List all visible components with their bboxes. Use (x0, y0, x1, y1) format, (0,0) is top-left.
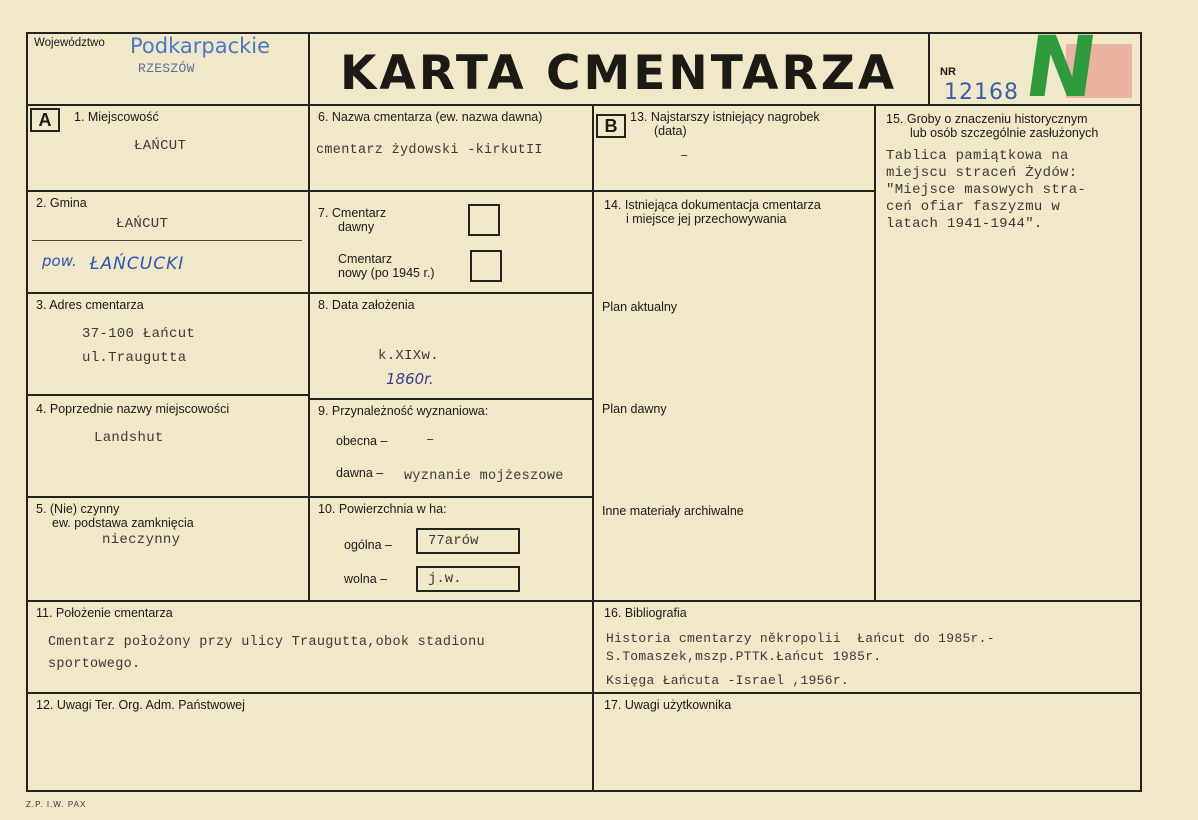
f11-label: 11. Położenie cmentarza (36, 606, 173, 620)
f10-free-label: wolna – (344, 572, 388, 586)
f15-line3: "Miejsce masowych stra- (886, 182, 1087, 198)
f14-other: Inne materiały archiwalne (602, 504, 744, 518)
voivodeship-label: Województwo (34, 37, 105, 49)
f3-line2: ul.Traugutta (82, 350, 187, 366)
f15-label2: lub osób szczególnie zasłużonych (910, 126, 1099, 140)
row-divider-b2 (308, 292, 592, 294)
row-divider-bottom2 (26, 692, 1142, 694)
f11-line1: Cmentarz położony przy ulicy Traugutta,obok stadionu (48, 635, 485, 650)
f16-line3: Księga Łańcuta -Israel ,1956r. (606, 673, 850, 688)
f7-old-checkbox[interactable] (468, 204, 500, 236)
f1-value: ŁAŃCUT (134, 138, 187, 154)
header-voiv-divider (308, 32, 310, 104)
voivodeship-typed: RZESZÓW (138, 61, 195, 76)
row-divider-a4 (26, 496, 308, 498)
printer-mark: Z.P. I.W. PAX (26, 800, 87, 809)
f16-line2: S.Tomaszek,mszp.PTTK.Łańcut 1985r. (606, 649, 882, 664)
f12-label: 12. Uwagi Ter. Org. Adm. Państwowej (36, 698, 245, 712)
f7-new: nowy (po 1945 r.) (338, 266, 435, 280)
f7-new-label: Cmentarz (338, 252, 393, 266)
f7-new-checkbox[interactable] (470, 250, 502, 282)
f14-plan-former: Plan dawny (602, 402, 667, 416)
col-divider-1 (308, 104, 310, 600)
f8-hand: 1860r. (386, 370, 434, 388)
f14-label2: i miejsce jej przechowywania (626, 212, 787, 226)
f2-label: 2. Gmina (36, 196, 87, 210)
f8-value: k.XIXw. (378, 348, 439, 364)
col-divider-2 (592, 104, 594, 792)
f3-line1: 37-100 Łańcut (82, 326, 196, 342)
nr-value: 12168 (944, 80, 1019, 105)
f15-line4: ceń ofiar faszyzmu w (886, 199, 1061, 215)
f16-line1: Historia cmentarzy někropolii Łańcut do 1985r.- (606, 631, 995, 646)
f9-former-value: wyznanie mojżeszowe (404, 469, 564, 484)
f13-label2: (data) (654, 124, 687, 138)
f17-label: 17. Uwagi użytkownika (604, 698, 732, 712)
row-divider-b4 (308, 496, 592, 498)
f5-value: nieczynny (102, 532, 181, 548)
f7-label: 7. Cmentarz (318, 206, 387, 220)
f6-value: cmentarz żydowski -kirkutII (316, 143, 543, 158)
f13-label1: 13. Najstarszy istniejący nagrobek (630, 110, 820, 124)
header-nr-divider (928, 32, 930, 104)
f10-free-box: j.w. (416, 566, 520, 592)
nr-label: NR (940, 66, 956, 78)
f11-line2: sportowego. (48, 657, 141, 672)
f1-label: 1. Miejscowość (74, 110, 159, 124)
voivodeship-stamp: Podkarpackie (130, 34, 271, 58)
f9-former-label: dawna – (336, 466, 384, 480)
f14-label1: 14. Istniejąca dokumentacja cmentarza (604, 198, 821, 212)
f15-line5: latach 1941-1944". (886, 216, 1043, 232)
f14-plan-current: Plan aktualny (602, 300, 678, 314)
f9-label: 9. Przynależność wyznaniowa: (318, 404, 489, 418)
row-divider-b1 (308, 190, 592, 192)
f8-label: 8. Data założenia (318, 298, 415, 312)
row-divider-b3 (308, 398, 592, 400)
f4-label: 4. Poprzednie nazwy miejscowości (36, 402, 230, 416)
f2-hand-value: ŁAŃCUCKI (90, 254, 185, 274)
f13-value: – (680, 148, 689, 164)
row-divider-c1 (592, 190, 874, 192)
page-title: KARTA CMENTARZA (340, 46, 898, 101)
row-divider-bottom1 (26, 600, 1142, 602)
f10-label: 10. Powierzchnia w ha: (318, 502, 447, 516)
f5-label2: ew. podstawa zamknięcia (52, 516, 194, 530)
f4-value: Landshut (94, 430, 164, 446)
row-divider-a3 (26, 394, 308, 396)
row-divider-a1 (26, 190, 308, 192)
f7-old: dawny (338, 220, 375, 234)
f2-value: ŁAŃCUT (116, 216, 169, 232)
f16-label: 16. Bibliografia (604, 606, 687, 620)
f2-hand-prefix: pow. (42, 252, 77, 270)
f5-label1: 5. (Nie) czynny (36, 502, 120, 516)
f15-line1: Tablica pamiątkowa na (886, 148, 1069, 164)
f15-label1: 15. Groby o znaczeniu historycznym (886, 112, 1088, 126)
f10-total-label: ogólna – (344, 538, 392, 552)
f3-label: 3. Adres cmentarza (36, 298, 144, 312)
row-divider-a2 (26, 292, 308, 294)
gmina-underline (32, 240, 302, 241)
f10-total-box: 77arów (416, 528, 520, 554)
section-a-badge: A (30, 108, 60, 132)
f6-label: 6. Nazwa cmentarza (ew. nazwa dawna) (318, 110, 543, 124)
f9-current-value: – (426, 432, 435, 448)
nr-marker-n: N (1019, 18, 1104, 116)
section-b-badge: B (596, 114, 626, 138)
f15-line2: miejscu straceń Żydów: (886, 165, 1078, 181)
col-divider-3 (874, 104, 876, 600)
f9-current-label: obecna – (336, 434, 388, 448)
